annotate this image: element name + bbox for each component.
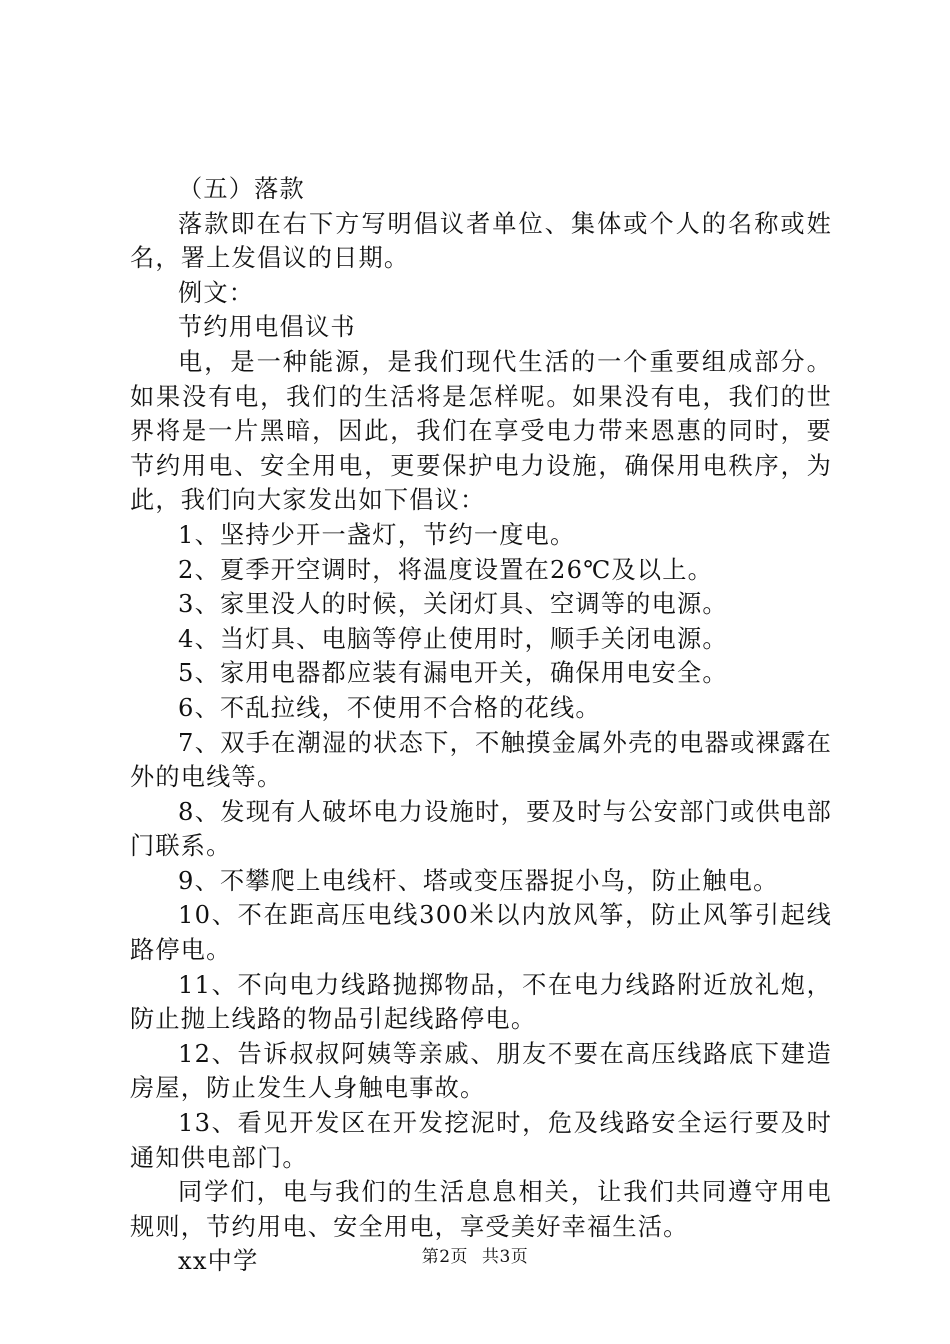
list-item: 7、双手在潮湿的状态下，不触摸金属外壳的电器或裸露在外的电线等。 [130,728,832,792]
signature: xx中学 [178,1247,259,1276]
page-total: 共3页 [481,1247,529,1267]
list-item: 8、发现有人破坏电力设施时，要及时与公安部门或供电部门联系。 [130,797,832,861]
list-item: 13、看见开发区在开发挖泥时，危及线路安全运行要及时通知供电部门。 [130,1109,832,1172]
example-title: 节约用电倡议书 [178,313,356,342]
page-number: 第2页 [421,1247,469,1267]
list-item: 2、夏季开空调时，将温度设置在26℃及以上。 [178,555,713,584]
closing-paragraph: 同学们，电与我们的生活息息相关，让我们共同遵守用电规则，节约用电、安全用电，享受美好幸福生活。 [130,1178,832,1241]
list-item: 4、当灯具、电脑等停止使用时，顺手关闭电源。 [178,624,728,653]
paragraph: 落款即在右下方写明倡议者单位、集体或个人的名称或姓名，署上发倡议的日期。 [130,209,832,273]
list-item: 11、不向电力线路抛掷物品，不在电力线路附近放礼炮，防止抛上线路的物品引起线路停电。 [130,970,832,1034]
list-item: 1、坚持少开一盏灯，节约一度电。 [178,520,576,549]
paragraph: 例文： [178,278,255,307]
paragraph: 电，是一种能源，是我们现代生活的一个重要组成部分。如果没有电，我们的生活将是怎样呢。如果没有电，我们的世界将是一片黑暗，因此，我们在享受电力带来恩惠的同时，要节约用电、安全用电，更要保护电力设施，确保用电秩序，为此，我们向大家发出如下倡议： [130,347,832,515]
list-item: 5、家用电器都应装有漏电开关，确保用电安全。 [178,659,728,688]
list-item: 12、告诉叔叔阿姨等亲戚、朋友不要在高压线路底下建造房屋，防止发生人身触电事故。 [130,1039,832,1103]
list-item: 10、不在距高压电线300米以内放风筝，防止风筝引起线路停电。 [130,901,832,965]
document-body [130,172,832,1279]
list-item: 6、不乱拉线，不使用不合格的花线。 [178,693,601,722]
list-item: 3、家里没人的时候，关闭灯具、空调等的电源。 [178,590,728,619]
section-heading: （五）落款 [178,175,305,203]
list-item: 9、不攀爬上电线杆、塔或变压器捉小鸟，防止触电。 [178,866,779,895]
page-footer [0,1242,950,1267]
